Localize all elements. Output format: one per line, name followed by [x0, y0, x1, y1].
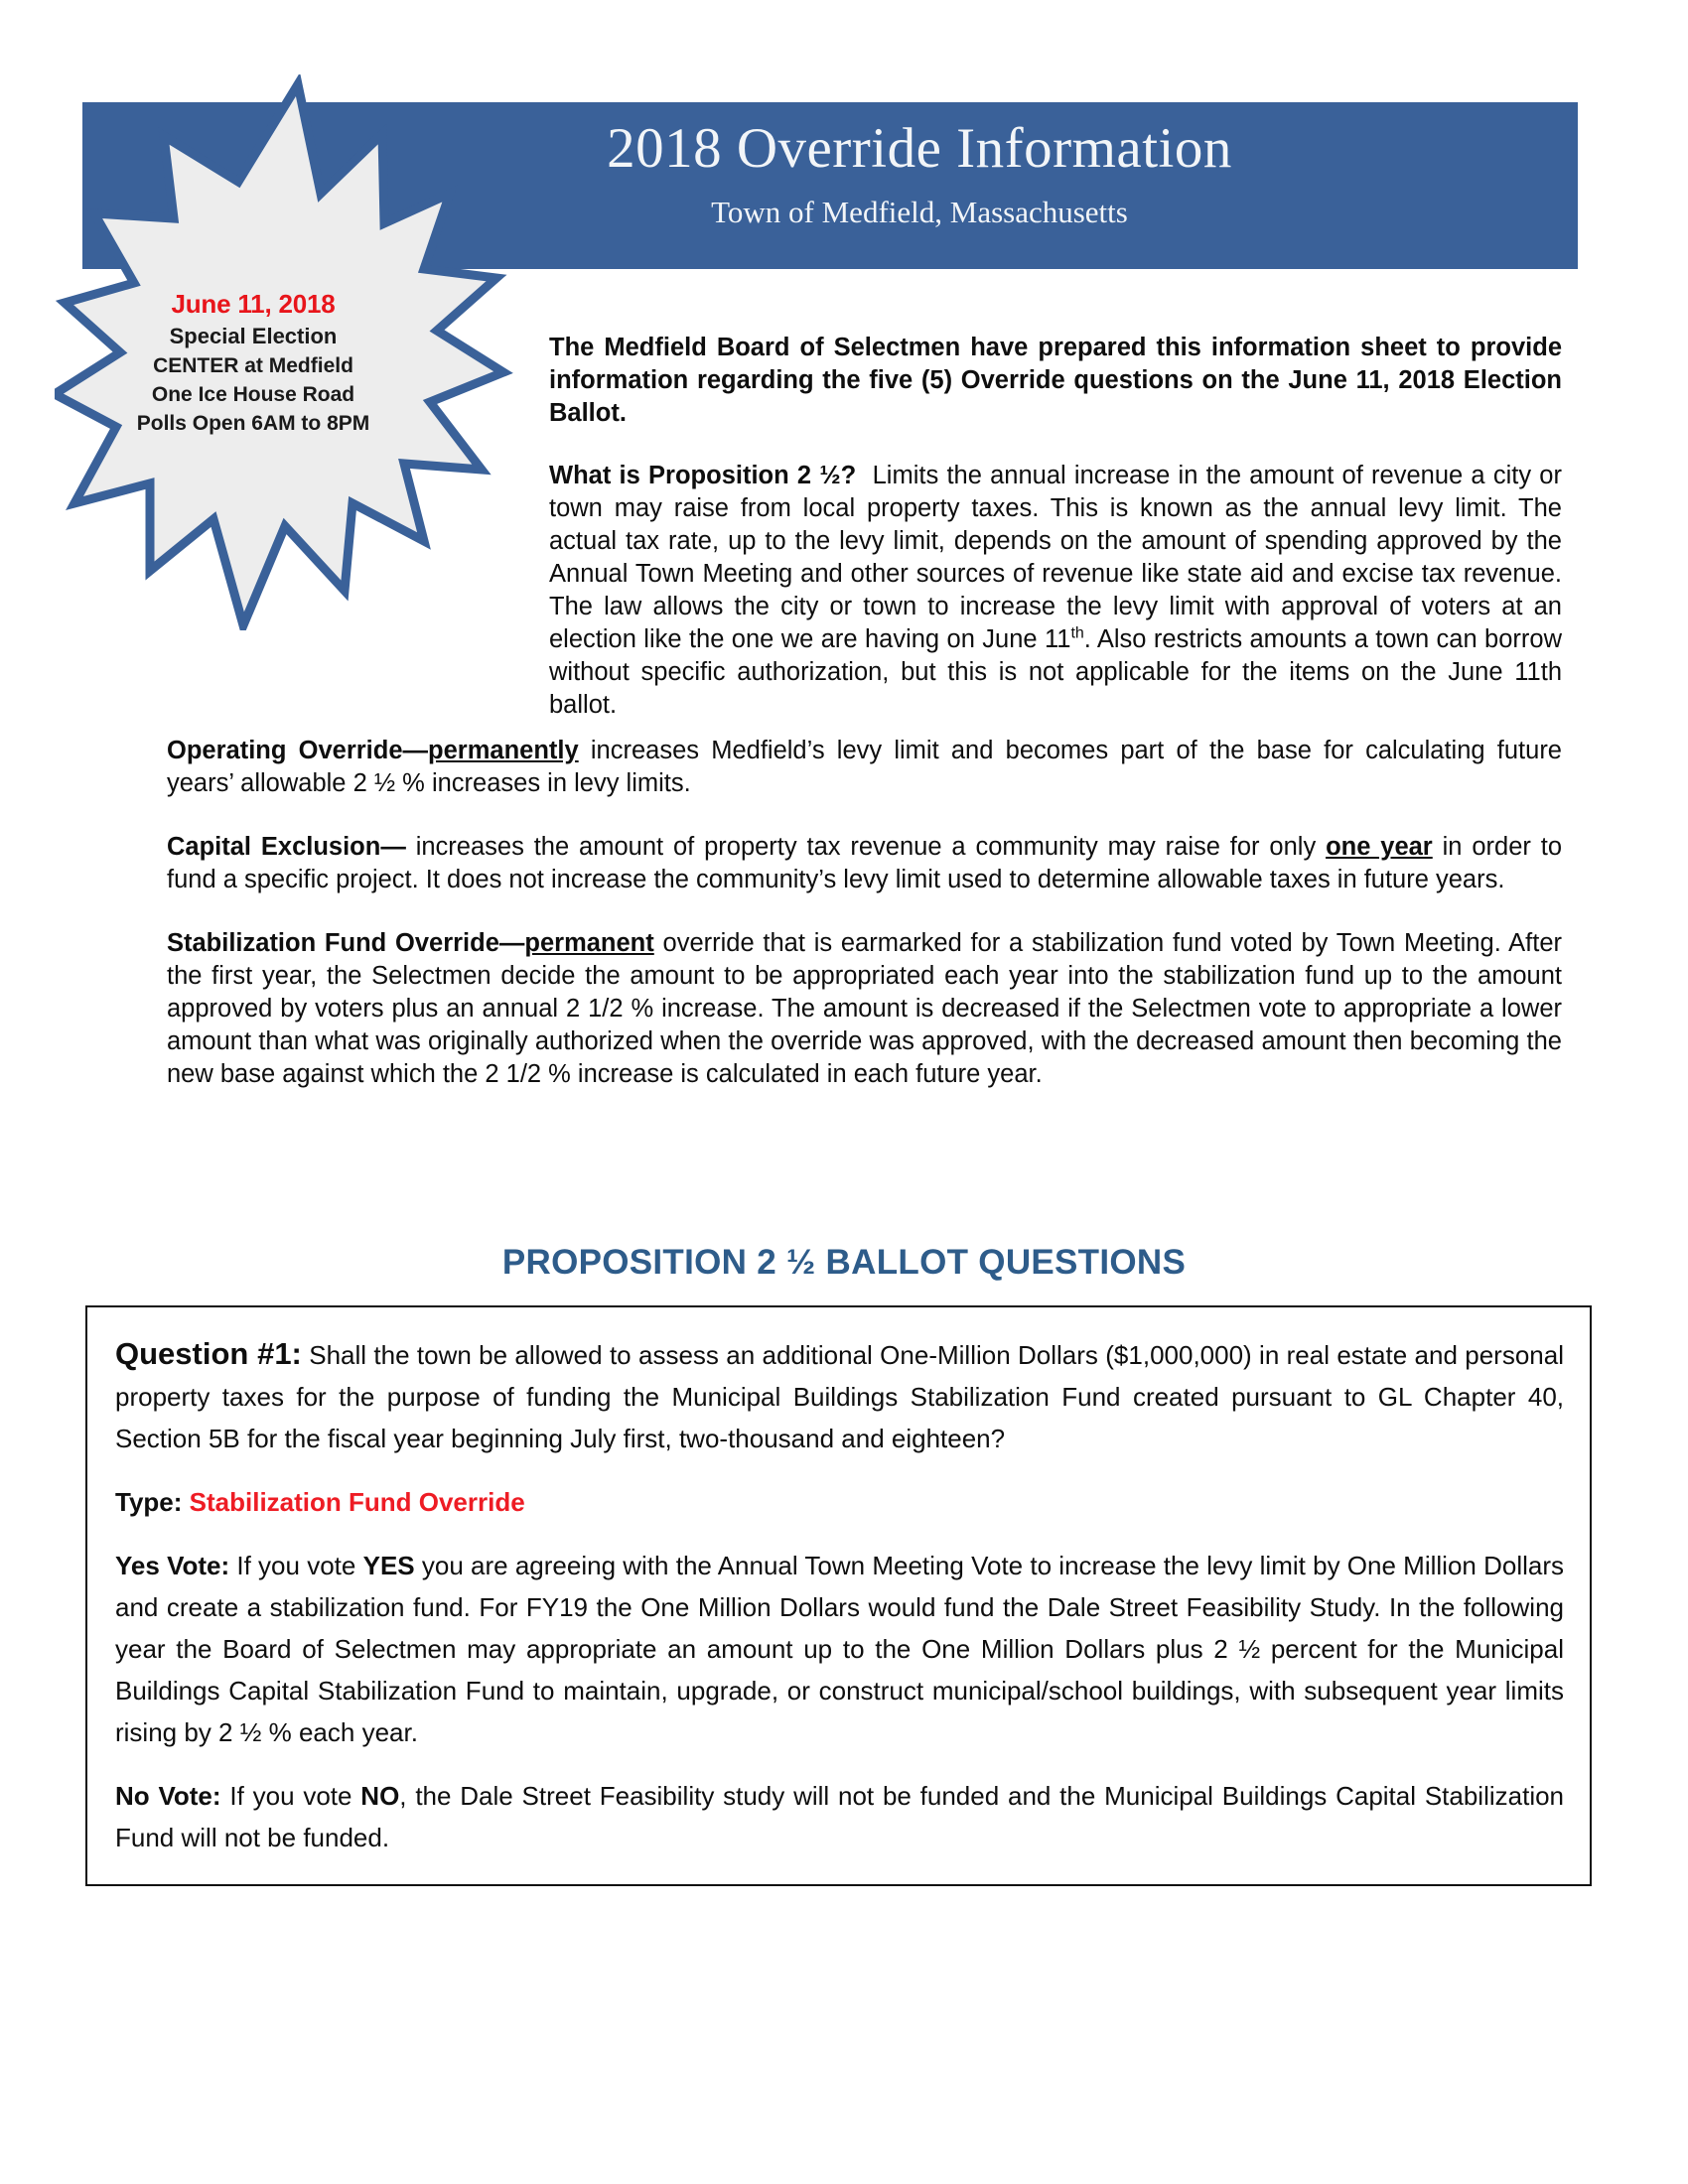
ballot-questions-heading: PROPOSITION 2 ½ BALLOT QUESTIONS: [501, 1243, 1187, 1282]
definition-stabilization-body: override that is earmarked for a stabilization fund voted by Town Meeting. After the first year, the Selectmen decide the amount to be appropriated each year into the stabilization fund up to the amount approved by voters plus an annual 2 1/2 % increase. The amount is decreased if the Selectmen vote to appropriate a lower amount than what was originally authorized when the override was approved, with the decreased amount then becoming the new base against which the 2 1/2 % increase is calculated in each future year.: [167, 929, 1562, 1088]
intro-column: [549, 332, 1562, 722]
definition-stabilization-fund-override: [167, 927, 1562, 1091]
definition-operating-override: [167, 735, 1562, 800]
starburst-text-group: [109, 288, 397, 438]
ordinal-suffix: th: [1070, 624, 1084, 642]
question-1-text: [115, 1333, 1564, 1459]
proposition-body-b: . Also restricts amounts a town can borrow without specific authorization, but this is not applicable for the items on the June 11th ballot.: [549, 625, 1562, 719]
question-1-label: Question #1:: [115, 1336, 302, 1371]
term-stabilization-override: Stabilization Fund Override—: [167, 929, 525, 957]
definition-capital-body-pre: increases the amount of property tax revenue a community may raise for only: [405, 833, 1327, 861]
question-1-type-row: [115, 1481, 1564, 1523]
emphasis-one-year: one year: [1326, 833, 1433, 861]
no-emphasis: NO: [360, 1781, 400, 1811]
type-value: Stabilization Fund Override: [189, 1487, 525, 1517]
no-vote-text-b: , the Dale Street Feasibility study will not be funded and the Municipal Buildings Capital Stabilization Fund will not be funded.: [115, 1781, 1565, 1852]
question-1-no-vote: [115, 1775, 1564, 1858]
page-title: 2018 Override Information: [607, 117, 1232, 180]
definitions-block: [167, 735, 1562, 1091]
yes-vote-text-a: If you vote: [229, 1551, 363, 1580]
yes-vote-label: Yes Vote:: [115, 1551, 230, 1580]
yes-vote-text-b: you are agreeing with the Annual Town Meeting Vote to increase the levy limit by One Million Dollars and create a stabilization fund. For FY19 the One Million Dollars would fund the Dale Street Feasibility Study. In the following year the Board of Selectmen may appropriate an amount up to the One Million Dollars plus 2 ½ percent for the Municipal Buildings Capital Stabilization Fund to maintain, upgrade, or construct municipal/school buildings, with subsequent year limits rising by 2 ½ % each year.: [115, 1551, 1565, 1747]
proposition-paragraph: [549, 460, 1562, 722]
type-label: Type:: [115, 1487, 183, 1517]
polling-place: CENTER at Medfield: [153, 354, 353, 377]
polling-hours: Polls Open 6AM to 8PM: [136, 412, 370, 435]
election-date: June 11, 2018: [171, 289, 336, 319]
emphasis-permanent: permanent: [524, 929, 654, 957]
yes-emphasis: YES: [362, 1551, 415, 1580]
no-vote-text-a: If you vote: [220, 1781, 361, 1811]
election-type: Special Election: [169, 324, 338, 348]
definition-operating-body: increases Medfield’s levy limit and becomes part of the base for calculating future years’ allowable 2 ½ % increases in levy limits.: [167, 737, 1562, 797]
polling-address: One Ice House Road: [151, 383, 355, 406]
definition-capital-body-post: in order to fund a specific project. It does not increase the community’s levy limit used to determine allowable taxes in future years.: [167, 833, 1562, 893]
question-1-yes-vote: [115, 1545, 1564, 1753]
no-vote-label: No Vote:: [115, 1781, 221, 1811]
definition-capital-exclusion: [167, 831, 1562, 896]
emphasis-permanently: permanently: [428, 737, 579, 764]
term-capital-exclusion: Capital Exclusion—: [167, 833, 406, 861]
proposition-body-a: Limits the annual increase in the amount of revenue a city or town may raise from local property taxes. This is known as the annual levy limit. The actual tax rate, up to the levy limit, depends on the amount of spending approved by the Annual Town Meeting and other sources of revenue like state aid and excise tax revenue. The law allows the city or town to increase the levy limit with approval of voters at an election like the one we are having on June 11: [549, 462, 1562, 653]
page-subtitle: Town of Medfield, Massachusetts: [711, 195, 1128, 229]
question-1-box: [85, 1305, 1592, 1886]
lead-paragraph: The Medfield Board of Selectmen have prepared this information sheet to provide information regarding the five (5) Override questions on the June 11, 2018 Election Ballot.: [549, 334, 1562, 427]
term-operating-override: Operating Override—: [167, 737, 429, 764]
question-1-body: Shall the town be allowed to assess an additional One-Million Dollars ($1,000,000) in real estate and personal property taxes for the purpose of funding the Municipal Buildings Stabilization Fund created pursuant to GL Chapter 40, Section 5B for the fiscal year beginning July first, two-thousand and eighteen?: [115, 1340, 1564, 1453]
proposition-heading: What is Proposition 2 ½?: [549, 462, 857, 489]
